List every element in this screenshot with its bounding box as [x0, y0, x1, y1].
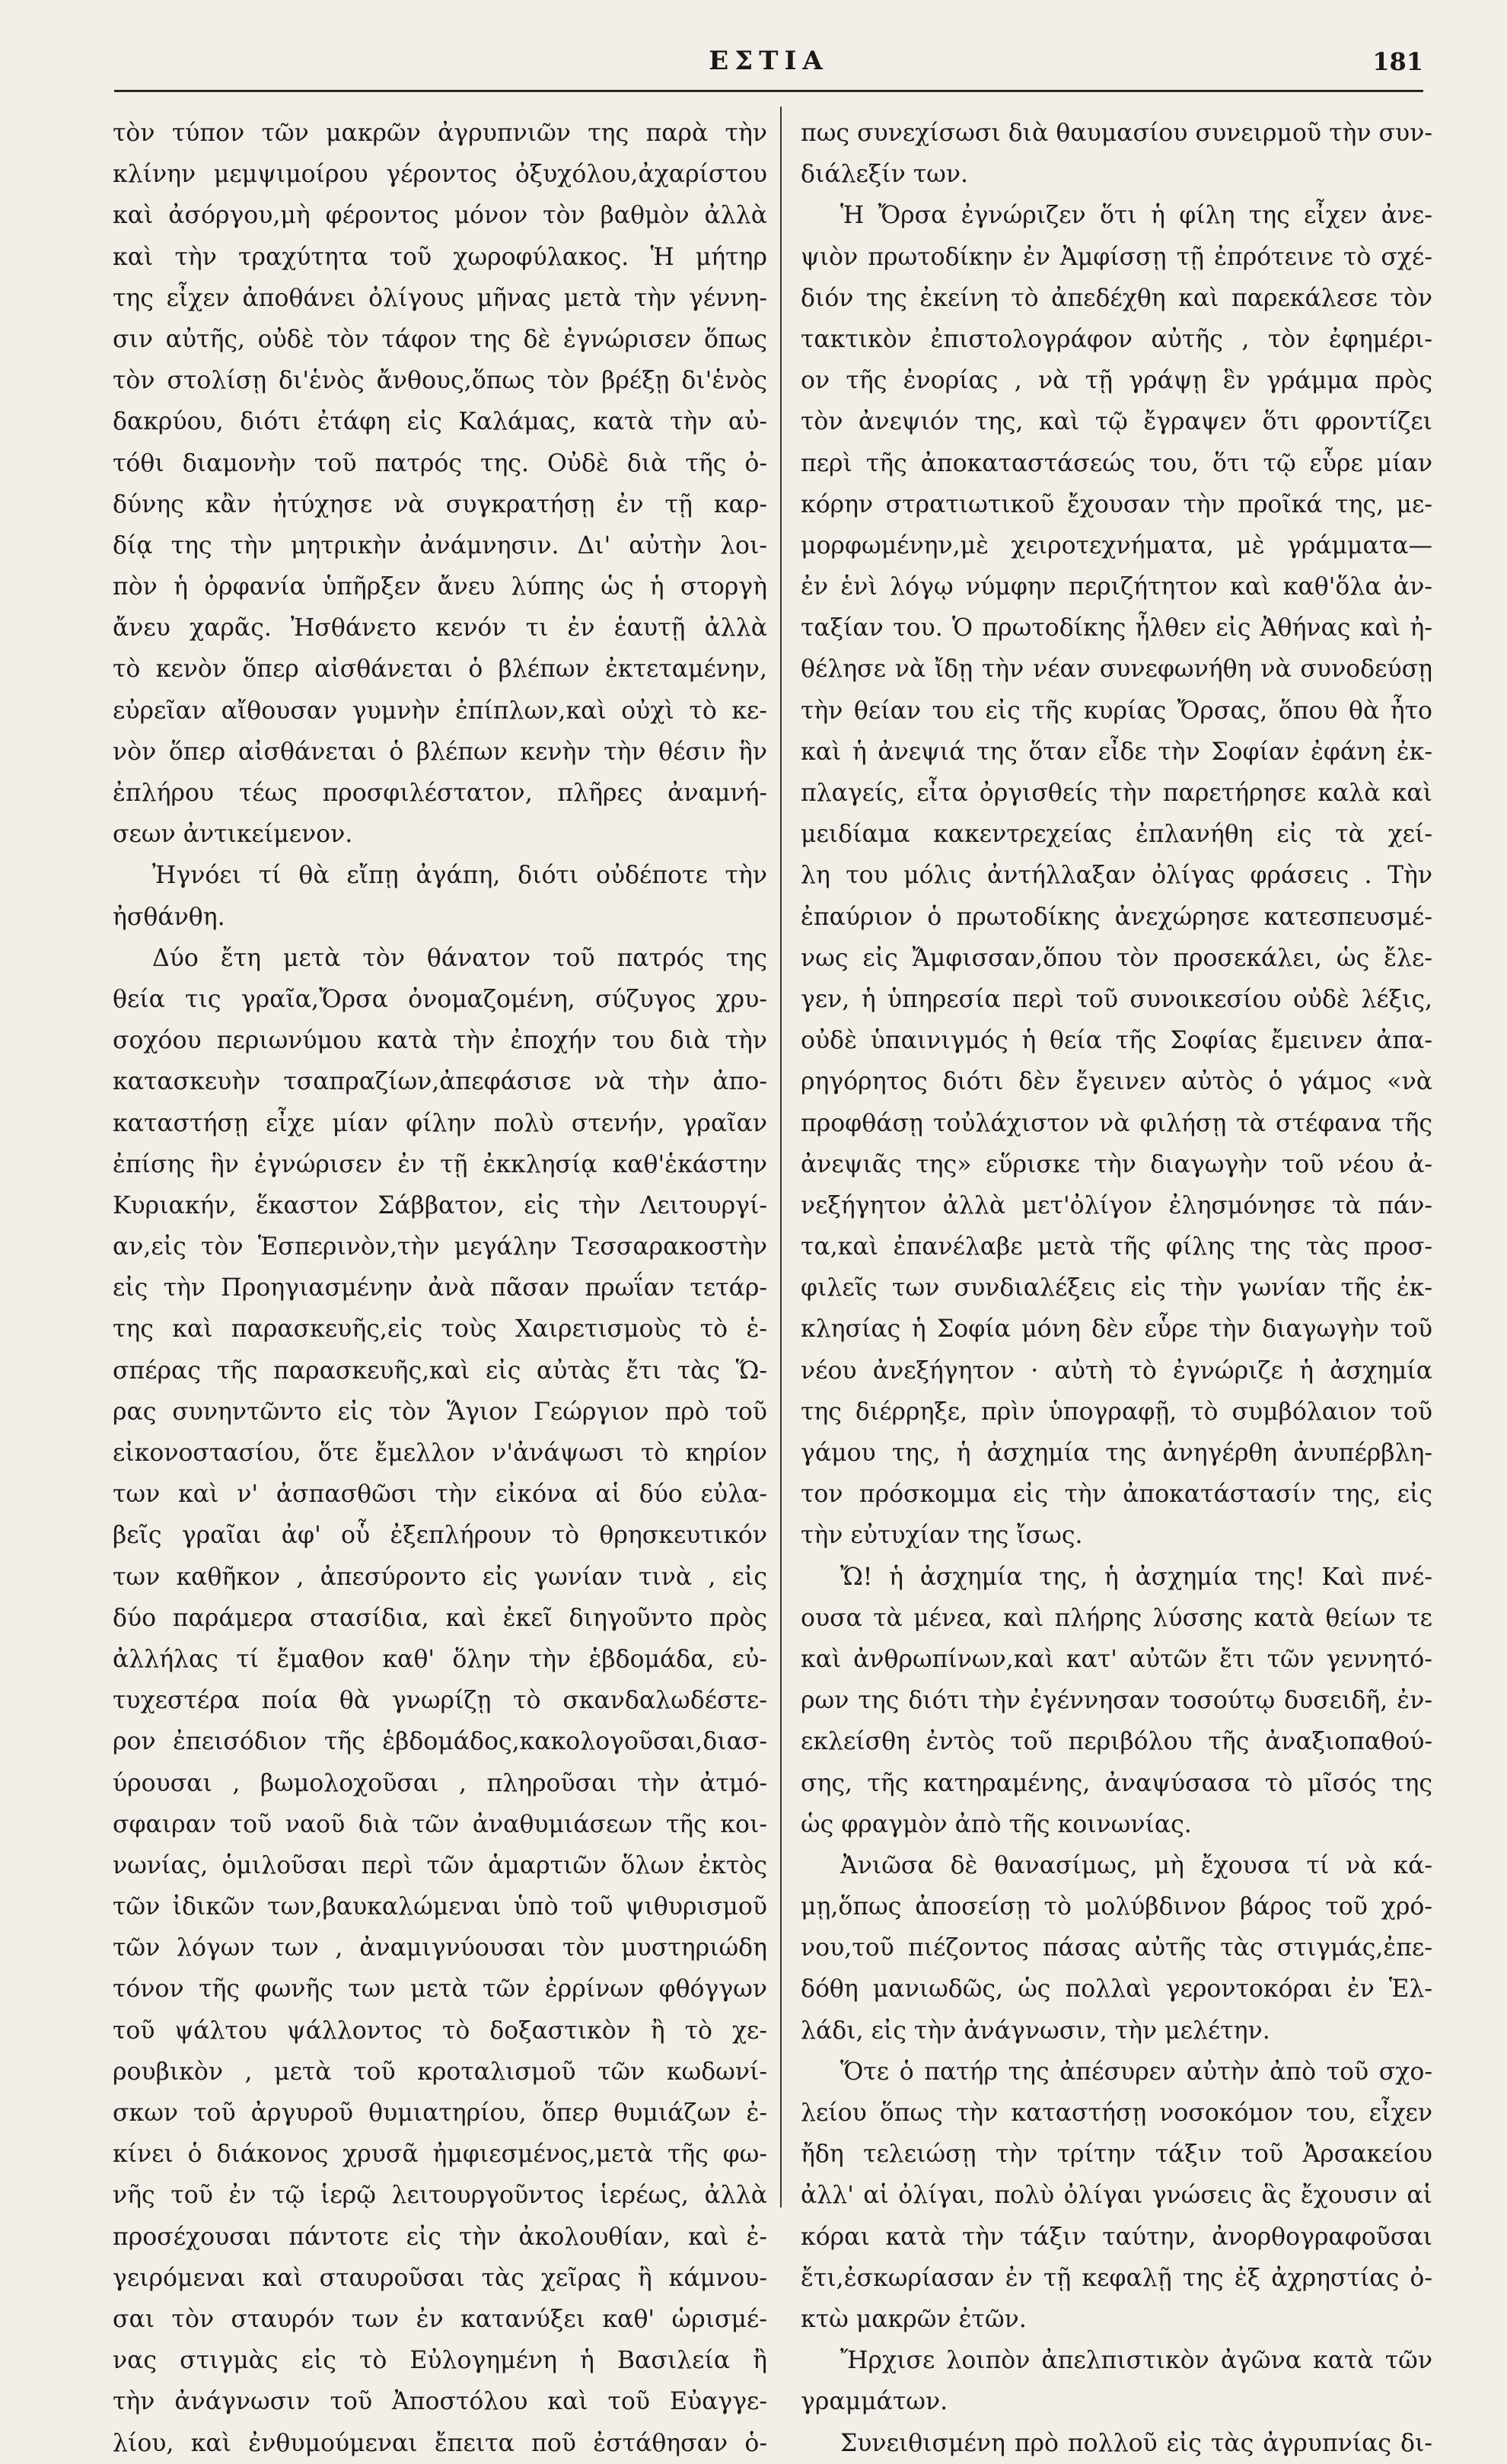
text-line: Ἠγνόει τί θὰ εἴπῃ ἀγάπη, διότι οὐδέποτε τὴν [152, 862, 767, 890]
text-line: νωνίας, ὁμιλοῦσαι περὶ τῶν ἁμαρτιῶν ὅλων ἐκτὸς [113, 1851, 767, 1879]
text-line: Ἀνιῶσα δὲ θανασίμως, μὴ ἔχουσα τί νὰ κά- [840, 1851, 1432, 1879]
text-line: σφαιραν τοῦ ναοῦ διὰ τῶν ἀναθυμιάσεων τῆς κοι- [113, 1810, 767, 1838]
text-line: εἰκονοστασίου, ὅτε ἔμελλον ν'ἀνάψωσι τὸ κηρίον [113, 1439, 767, 1467]
text-line: των καὶ ν' ἀσπασθῶσι τὴν εἰκόνα αἱ δύο εὐλα- [113, 1481, 767, 1509]
text-line: ἐπίσης ἣν ἐγνώρισεν ἐν τῇ ἐκκλησίᾳ καθ'ἑκάστην [113, 1150, 767, 1178]
text-line: γραμμάτων. [801, 2388, 948, 2416]
text-line: ύρουσαι , βωμολοχοῦσαι , πληροῦσαι τὴν ἀτμό- [113, 1769, 767, 1797]
text-line: τῶν ἰδικῶν των,βαυκαλώμεναι ὑπὸ τοῦ ψιθυρισμοῦ [113, 1893, 767, 1921]
text-line: καὶ τὴν τραχύτητα τοῦ χωροφύλακος. Ἡ μήτηρ [113, 243, 767, 271]
text-line: Συνειθισμένη πρὸ πολλοῦ εἰς τὰς ἀγρυπνίας δι- [840, 2429, 1432, 2457]
text-line: νῆς τοῦ ἐν τῷ ἱερῷ λειτουργοῦντος ἱερέως, ἀλλὰ [113, 2182, 767, 2210]
column-divider [780, 107, 782, 2207]
text-line: ρηγόρητος διότι δὲν ἔγεινεν αὐτὸς ὁ γάμος «νὰ [801, 1068, 1432, 1096]
text-line: τοῦ ψάλτου ψάλλοντος τὸ δοξαστικὸν ἢ τὸ χε- [113, 2016, 767, 2045]
publication-title: ΕΣΤΙΑ [709, 46, 829, 76]
text-line: καταστήσῃ εἶχε μίαν φίλην πολὺ στενήν, γραῖαν [113, 1109, 767, 1137]
text-line: τὸ κενὸν ὅπερ αἰσθάνεται ὁ βλέπων ἐκτεταμένην, [113, 655, 767, 684]
text-line: νεξήγητον ἀλλὰ μετ'ὀλίγον ἐλησμόνησε τὰ πάν- [801, 1191, 1432, 1219]
left-column [113, 113, 767, 2464]
text-line: Ὅτε ὁ πατήρ της ἀπέσυρεν αὐτὴν ἀπὸ τοῦ σχο- [840, 2058, 1432, 2086]
text-line: ταξίαν του. Ὁ πρωτοδίκης ἦλθεν εἰς Ἀθήνας καὶ ἠ- [801, 614, 1432, 642]
text-line: οὐδὲ ὑπαινιγμός ἡ θεία τῆς Σοφίας ἔμεινεν ἀπα- [801, 1027, 1432, 1055]
text-line: γειρόμεναι καὶ σταυροῦσαι τὰς χεῖρας ἢ κάμνου- [113, 2264, 767, 2292]
text-line: τὸν ἀνεψιόν της, καὶ τῷ ἔγραψεν ὅτι φροντίζει [801, 408, 1432, 436]
text-line: καὶ ἀσόργου,μὴ φέροντος μόνον τὸν βαθμὸν ἀλλὰ [113, 202, 767, 230]
text-line: ψιὸν πρωτοδίκην ἐν Ἀμφίσσῃ τῇ ἐπρότεινε τὸ σχέ- [801, 243, 1432, 271]
page-header [114, 46, 1423, 91]
text-line: μῃ,ὅπως ἀποσείσῃ τὸ μολύβδινον βάρος τοῦ χρό- [801, 1893, 1432, 1921]
text-line: γεν, ἡ ὑπηρεσία περὶ τοῦ συνοικεσίου οὐδὲ λέξις, [801, 985, 1432, 1013]
text-line: Ὤ! ἡ ἀσχημία της, ἡ ἀσχημία της! Καὶ πνέ- [840, 1563, 1432, 1591]
text-line: ἀλλ' αἱ ὀλίγαι, πολὺ ὀλίγαι γνώσεις ἃς ἔχουσιν αἱ [801, 2182, 1432, 2210]
text-line: ἔτι,ἐσκωρίασαν ἐν τῇ κεφαλῇ της ἐξ ἀχρηστίας ὀ- [801, 2264, 1432, 2292]
text-line: νέου ἀνεξήγητον · αὐτὴ τὸ ἐγνώριζε ἡ ἀσχημία [801, 1356, 1432, 1385]
text-line: Κυριακήν, ἕκαστον Σάββατον, εἰς τὴν Λειτουργί- [113, 1191, 767, 1219]
text-line: νου,τοῦ πιέζοντος πάσας αὐτῆς τὰς στιγμάς,ἐπε- [801, 1934, 1432, 1962]
text-line: πως συνεχίσωσι διὰ θαυμασίου συνειρμοῦ τὴν συν- [801, 120, 1432, 147]
text-line: τόθι διαμονὴν τοῦ πατρός της. Οὐδὲ διὰ τῆς ὀ- [113, 449, 767, 477]
right-column [801, 113, 1432, 2464]
text-line: τὸν τύπον τῶν μακρῶν ἀγρυπνιῶν της παρὰ τὴν [113, 120, 767, 147]
text-line: δακρύου, διότι ἐτάφη εἰς Καλάμας, κατὰ τὴν αὐ- [113, 408, 767, 436]
text-line: τὴν θείαν του εἰς τῆς κυρίας Ὄρσας, ὅπου θὰ ἦτο [801, 696, 1432, 725]
text-line: εἰς τὴν Προηγιασμένην ἀνὰ πᾶσαν πρωΐαν τετάρ- [113, 1274, 767, 1302]
text-line: κίνει ὁ διάκονος χρυσᾶ ἠμφιεσμένος,μετὰ τῆς φω- [113, 2140, 767, 2169]
text-line: διάλεξίν των. [801, 161, 969, 189]
text-line: περὶ τῆς ἀποκαταστάσεώς του, ὅτι τῷ εὗρε μίαν [801, 449, 1432, 477]
text-line: τόνον τῆς φωνῆς των μετὰ τῶν ἐρρίνων φθόγγων [113, 1975, 767, 2003]
text-line: δύο παράμερα στασίδια, καὶ ἐκεῖ διηγοῦντο πρὸς [113, 1604, 767, 1632]
text-line: ὡς φραγμὸν ἀπὸ τῆς κοινωνίας. [801, 1810, 1192, 1838]
text-line: κατασκευὴν τσαπραζίων,ἀπεφάσισε νὰ τὴν ἀπο- [113, 1068, 767, 1096]
text-line: τὸν στολίσῃ δι'ἑνὸς ἄνθους,ὅπως τὸν βρέξῃ δι'ἑνὸς [113, 367, 767, 395]
text-line: Ἡ Ὄρσα ἐγνώριζεν ὅτι ἡ φίλη της εἶχεν ἀνε- [840, 202, 1432, 230]
text-line: δύνης κἂν ἠτύχησε νὰ συγκρατήσῃ ἐν τῇ καρ- [113, 490, 767, 518]
text-line: ἐν ἑνὶ λόγῳ νύμφην περιζήτητον καὶ καθ'ὅλα ἀν- [801, 573, 1432, 601]
text-line: σαι τὸν σταυρόν των ἐν κατανύξει καθ' ὡρισμέ- [113, 2305, 767, 2333]
text-line: ἀλλήλας τί ἔμαθον καθ' ὅλην τὴν ἑβδομάδα, εὐ- [113, 1645, 767, 1673]
text-line: εκλείσθη ἐντὸς τοῦ περιβόλου τῆς ἀναξιοπαθού- [801, 1728, 1432, 1756]
text-line: μορφωμένην,μὲ χειροτεχνήματα, μὲ γράμματα— [801, 531, 1432, 559]
text-line: λη του μόλις ἀντήλλαξαν ὀλίγας φράσεις . Τὴν [801, 862, 1432, 890]
text-line: νως εἰς Ἄμφισσαν,ὅπου τὸν προσεκάλει, ὡς ἔλε- [801, 944, 1432, 972]
text-line: Ἤρχισε λοιπὸν ἀπελπιστικὸν ἀγῶνα κατὰ τῶν [840, 2347, 1432, 2375]
text-line: σκων τοῦ ἀργυροῦ θυμιατηρίου, ὅπερ θυμιάζων ἐ- [113, 2099, 767, 2127]
text-line: ρας συνηντῶντο εἰς τὸν Ἅγιον Γεώργιον πρὸ τοῦ [113, 1398, 767, 1426]
text-line: τὴν εὐτυχίαν της ἴσως. [801, 1522, 1083, 1550]
text-line: σιν αὐτῆς, οὐδὲ τὸν τάφον της δὲ ἐγνώρισεν ὅπως [113, 325, 767, 353]
page-number: 181 [1372, 47, 1423, 76]
text-line: κτὼ μακρῶν ἐτῶν. [801, 2305, 1027, 2333]
text-line: ἠσθάνθη. [113, 903, 225, 931]
text-line: ον τῆς ἐνορίας , νὰ τῇ γράψῃ ἓν γράμμα πρὸς [801, 367, 1432, 395]
text-line: σπέρας τῆς παρασκευῆς,καὶ εἰς αὐτὰς ἔτι τὰς Ὥ- [113, 1356, 767, 1385]
text-line: ρον ἐπεισόδιον τῆς ἑβδομάδος,κακολογοῦσαι,διασ- [113, 1728, 767, 1756]
text-line: δίᾳ της τὴν μητρικὴν ἀνάμνησιν. Δι' αὐτὴν λοι- [113, 531, 767, 559]
text-line: ἐπλήρου τέως προσφιλέστατον, πλῆρες ἀναμνή- [113, 779, 767, 807]
text-line: ρων της διότι τὴν ἐγέννησαν τοσούτῳ δυσειδῆ, ἐν- [801, 1687, 1432, 1715]
text-line: τον πρόσκομμα εἰς τὴν ἀποκατάστασίν της, εἰς [801, 1481, 1432, 1509]
text-line: πὸν ἡ ὀρφανία ὑπῆρξεν ἄνευ λύπης ὡς ἡ στοργὴ [113, 573, 767, 601]
text-line: καὶ ἀνθρωπίνων,καὶ κατ' αὐτῶν ἔτι τῶν γεννητό- [801, 1645, 1432, 1673]
text-line: μειδίαμα κακεντρεχείας ἐπλανήθη εἰς τὰ χεί- [801, 821, 1432, 849]
text-line: νὸν ὅπερ αἰσθάνεται ὁ βλέπων κενὴν τὴν θέσιν ἣν [113, 738, 767, 766]
text-line: ρουβικὸν , μετὰ τοῦ κροταλισμοῦ τῶν κωδωνί- [113, 2058, 767, 2086]
text-line: τα,καὶ ἐπανέλαβε μετὰ τῆς φίλης της τὰς προσ- [801, 1233, 1432, 1261]
text-line: σης, τῆς κατηραμένης, ἀναψύσασα τὸ μῖσός της [801, 1769, 1432, 1797]
text-line: πλαγείς, εἶτα ὀργισθείς τὴν παρετήρησε καλὰ καὶ [801, 779, 1432, 807]
text-line: προσέχουσαι πάντοτε εἰς τὴν ἀκολουθίαν, καὶ ἐ- [113, 2223, 767, 2251]
text-line: ἄνευ χαρᾶς. Ἠσθάνετο κενόν τι ἐν ἑαυτῇ ἀλλὰ [113, 614, 767, 642]
text-line: ἐπαύριον ὁ πρωτοδίκης ἀνεχώρησε κατεσπευσμέ- [801, 903, 1432, 931]
text-line: γάμου της, ἡ ἀσχημία της ἀνηγέρθη ἀνυπέρβλη- [801, 1439, 1432, 1467]
text-line: διόν της ἐκείνη τὸ ἀπεδέχθη καὶ παρεκάλεσε τὸν [801, 284, 1432, 312]
text-line: λάδι, εἰς τὴν ἀνάγνωσιν, τὴν μελέτην. [801, 2016, 1270, 2045]
text-line: της καὶ παρασκευῆς,εἰς τοὺς Χαιρετισμοὺς τὸ ἑ- [113, 1315, 767, 1344]
text-line: κλίνην μεμψιμοίρου γέροντος ὀξυχόλου,ἀχαρίστου [113, 161, 767, 189]
text-line: ουσα τὰ μένεα, καὶ πλήρης λύσσης κατὰ θείων τε [801, 1604, 1432, 1632]
text-line: σοχόου περιωνύμου κατὰ τὴν ἐποχήν του διὰ τὴν [113, 1027, 767, 1055]
text-line: θέλησε νὰ ἴδῃ τὴν νέαν συνεφωνήθη νὰ συνοδεύσῃ [801, 655, 1432, 684]
text-line: εὐρεῖαν αἴθουσαν γυμνὴν ἐπίπλων,καὶ οὐχὶ τὸ κε- [113, 696, 767, 725]
text-line: τακτικὸν ἐπιστολογράφον αὐτῆς , τὸν ἐφημέρι- [801, 325, 1432, 353]
text-line: κόρην στρατιωτικοῦ ἔχουσαν τὴν προῖκά της, με- [801, 490, 1432, 518]
text-line: των καθῆκον , ἀπεσύροντο εἰς γωνίαν τινὰ , εἰς [113, 1563, 767, 1591]
text-line: νας στιγμὰς εἰς τὸ Εὐλογημένη ἡ Βασιλεία ἢ [113, 2347, 767, 2375]
text-line: τῶν λόγων των , ἀναμιγνύουσαι τὸν μυστηριώδη [113, 1934, 767, 1962]
text-line: λείου ὅπως τὴν καταστήσῃ νοσοκόμον του, εἶχεν [801, 2099, 1432, 2127]
text-line: σεων ἀντικείμενον. [113, 821, 353, 849]
text-line: δόθη μανιωδῶς, ὡς πολλαὶ γεροντοκόραι ἐν Ἑλ- [801, 1975, 1432, 2003]
text-line: τὴν ἀνάγνωσιν τοῦ Ἀποστόλου καὶ τοῦ Εὐαγγε- [113, 2388, 767, 2416]
text-line: καὶ ἡ ἀνεψιά της ὅταν εἶδε τὴν Σοφίαν ἐφάνη ἐκ- [801, 738, 1432, 766]
text-line: ἀνεψιᾶς της» εὕρισκε τὴν διαγωγὴν τοῦ νέου ἀ- [801, 1150, 1432, 1178]
text-line: αν,εἰς τὸν Ἑσπερινὸν,τὴν μεγάλην Τεσσαρακοστὴν [113, 1233, 767, 1261]
text-line: βεῖς γραῖαι ἀφ' οὗ ἐξεπλήρουν τὸ θρησκευτικόν [113, 1522, 767, 1550]
text-line: της εἶχεν ἀποθάνει ὀλίγους μῆνας μετὰ τὴν γέννη- [113, 284, 767, 312]
header-rule [114, 90, 1423, 92]
text-line: θεία τις γραῖα,Ὄρσα ὀνομαζομένη, σύζυγος χρυ- [113, 985, 767, 1013]
text-line: της διέρρηξε, πρὶν ὑπογραφῇ, τὸ συμβόλαιον τοῦ [801, 1398, 1432, 1426]
text-line: λίου, καὶ ἐνθυμούμεναι ἔπειτα ποῦ ἐστάθησαν ὁ- [113, 2429, 767, 2457]
text-line: προφθάσῃ τοὐλάχιστον νὰ φιλήσῃ τὰ στέφανα τῆς [801, 1109, 1432, 1137]
text-line: κλησίας ἡ Σοφία μόνη δὲν εὗρε τὴν διαγωγὴν τοῦ [801, 1315, 1432, 1344]
text-line: κόραι κατὰ τὴν τάξιν ταύτην, ἀνορθογραφοῦσαι [801, 2223, 1432, 2251]
text-line: τυχεστέρα ποία θὰ γνωρίζῃ τὸ σκανδαλωδέστε- [113, 1687, 767, 1715]
text-line: ἤδη τελειώσῃ τὴν τρίτην τάξιν τοῦ Ἀρσακείου [801, 2140, 1432, 2169]
text-line: Δύο ἔτη μετὰ τὸν θάνατον τοῦ πατρός της [152, 944, 767, 972]
text-line: φιλεῖς των συνδιαλέξεις εἰς τὴν γωνίαν τῆς ἐκ- [801, 1274, 1432, 1302]
